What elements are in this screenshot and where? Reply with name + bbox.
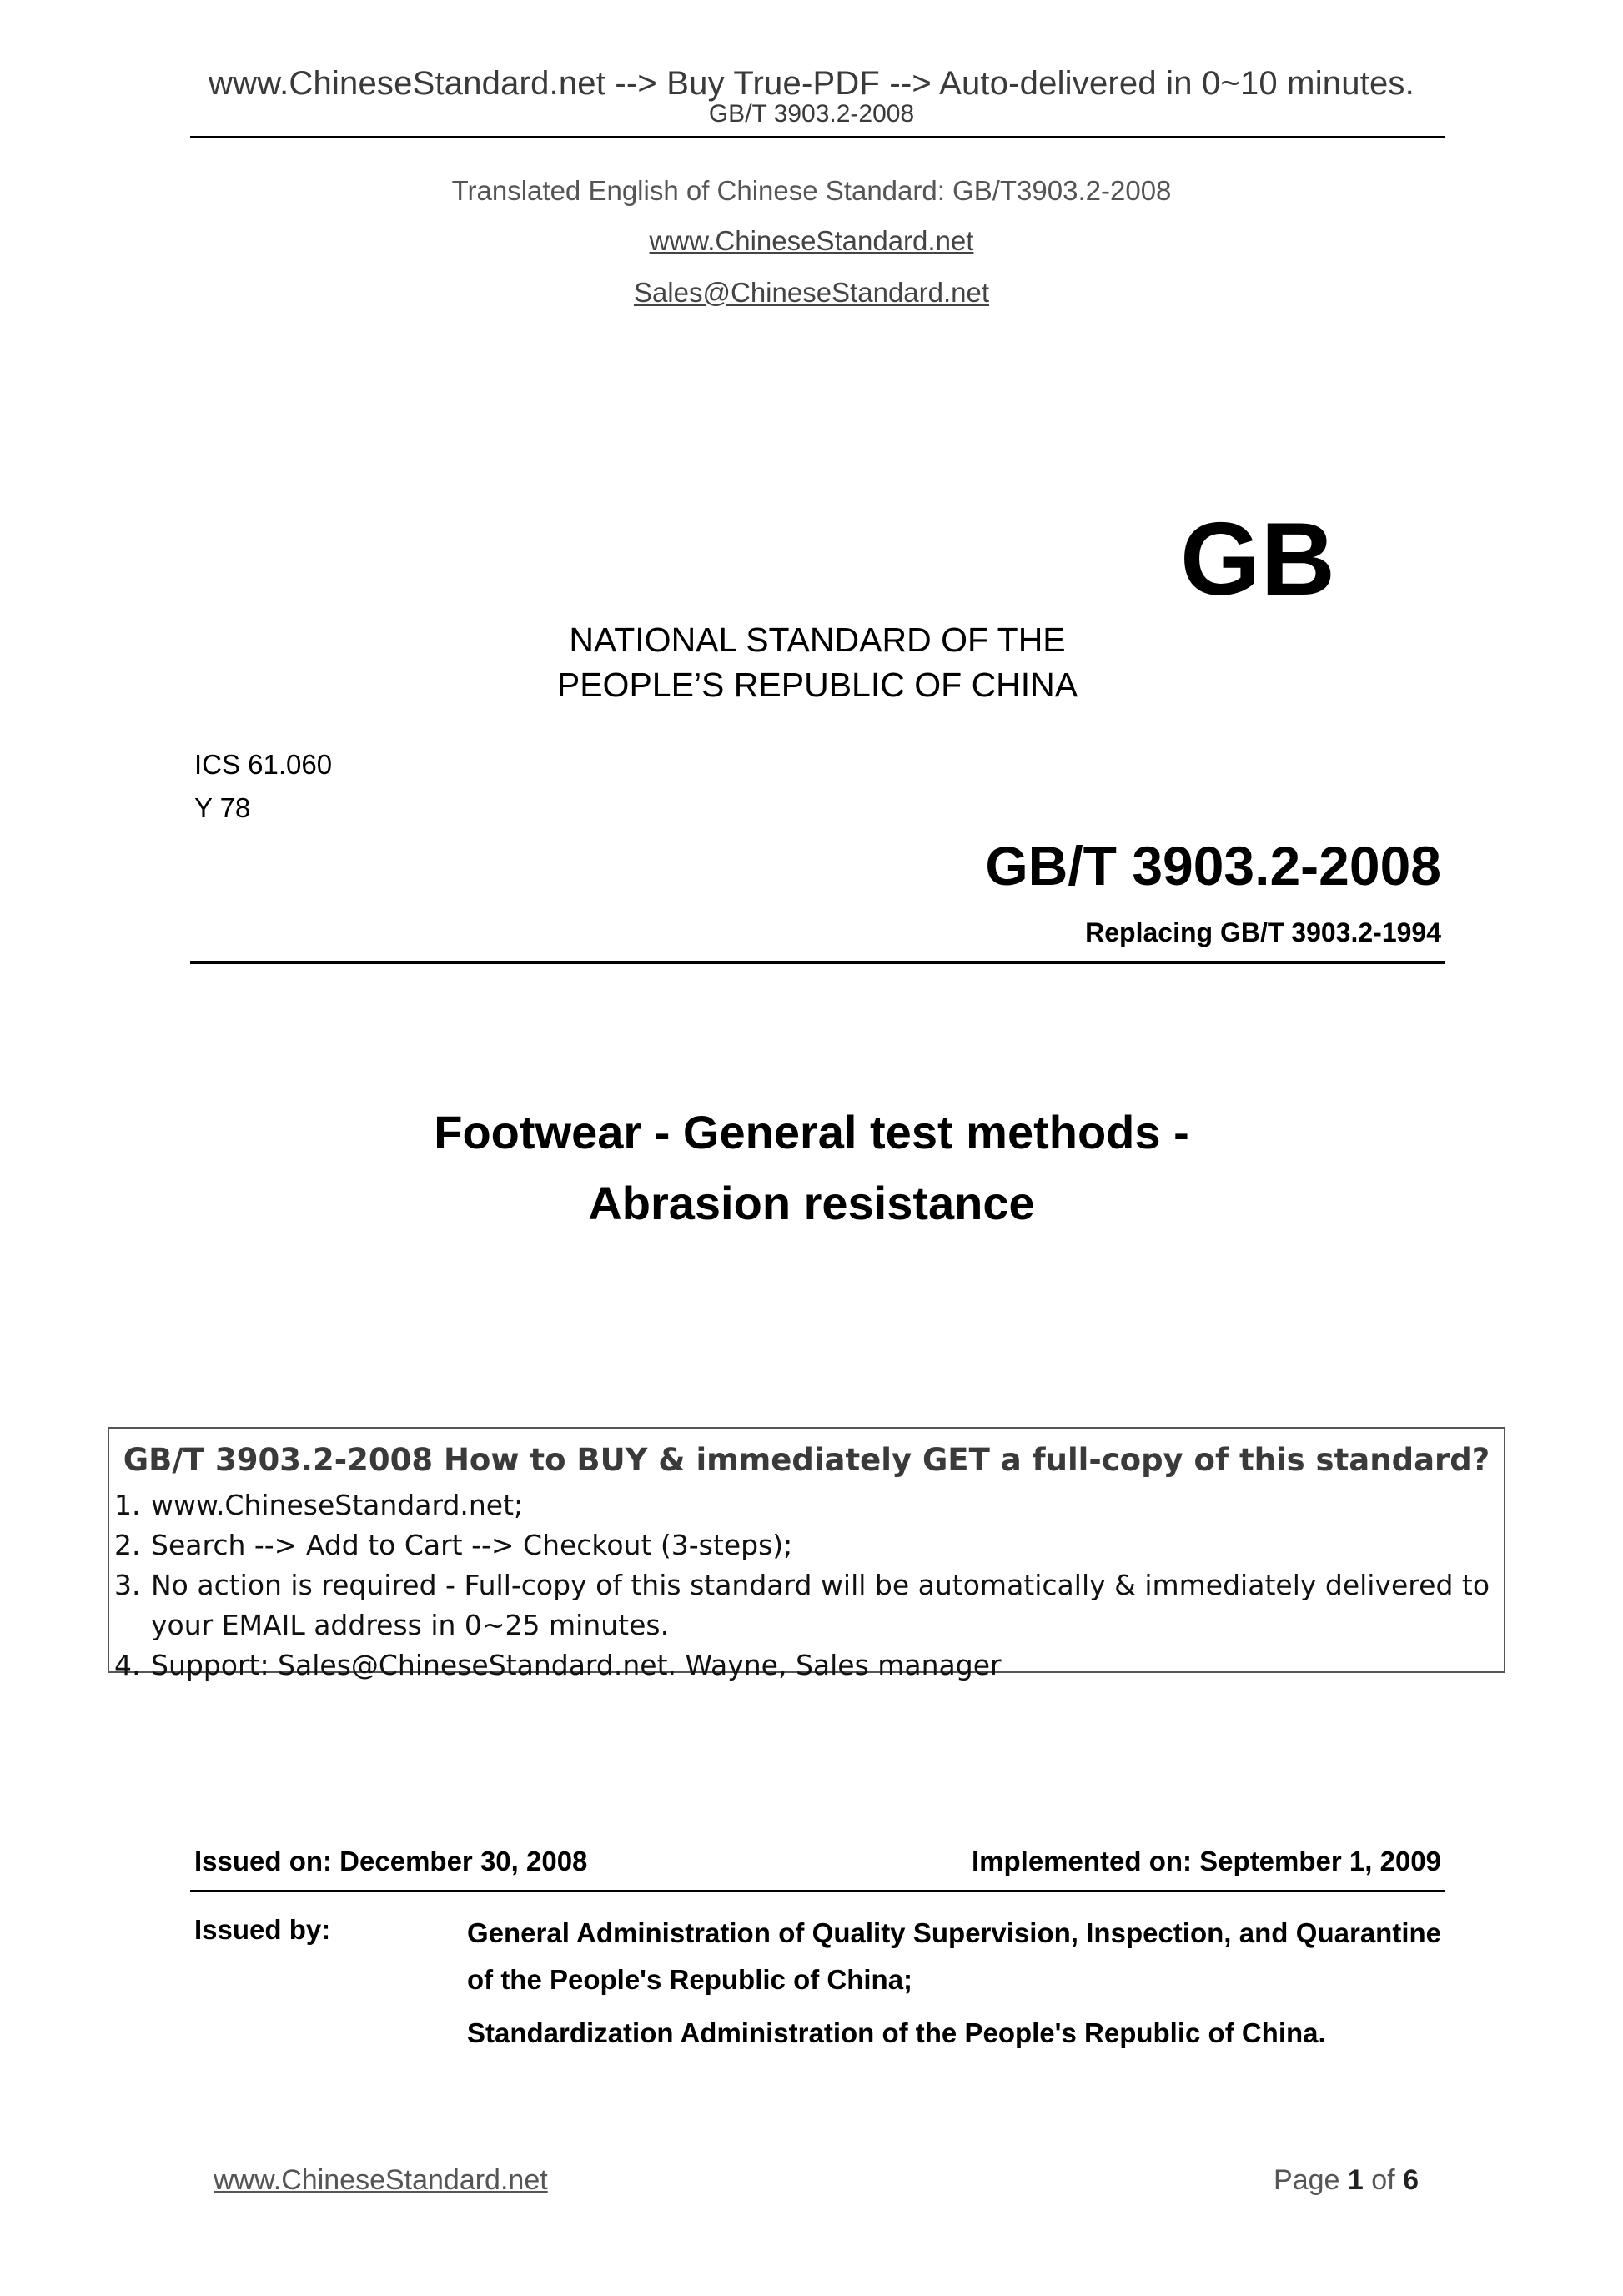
issuer-1: General Administration of Quality Supervision, Inspection, and Quarantine of the People's Republic of China; — [467, 1917, 1441, 1995]
step-number: 1. — [114, 1489, 141, 1521]
issued-on-date: Issued on: December 30, 2008 — [194, 1846, 588, 1876]
step-text[interactable]: www.ChineseStandard.net; — [151, 1489, 524, 1521]
national-line-1: NATIONAL STANDARD OF THE — [569, 620, 1066, 659]
purchase-info-box — [108, 1427, 1505, 1681]
national-standard-heading — [484, 617, 1151, 707]
page-current: 1 — [1347, 2164, 1364, 2196]
ccs-code: Y 78 — [194, 792, 251, 823]
step-number: 2. — [114, 1529, 141, 1561]
standard-number: GB/T 3903.2-2008 — [985, 835, 1441, 897]
dates-divider — [190, 1890, 1445, 1892]
implemented-on-date: Implemented on: September 1, 2009 — [971, 1846, 1441, 1876]
step-text: Search --> Add to Cart --> Checkout (3-steps); — [151, 1529, 793, 1561]
sales-email-link[interactable]: Sales@ChineseStandard.net — [633, 277, 990, 308]
step-text: Support: Sales@ChineseStandard.net. Wayne, Sales manager — [151, 1649, 1002, 1681]
header-standard-code: GB/T 3903.2-2008 — [708, 100, 915, 128]
issued-by-label: Issued by: — [194, 1914, 331, 1945]
step-text: No action is required - Full-copy of this standard will be automatically & immediately delivered to — [151, 1569, 1490, 1601]
purchase-step — [114, 1649, 1002, 1681]
ics-code: ICS 61.060 — [194, 749, 333, 780]
header-divider — [190, 136, 1445, 138]
footer-website-link[interactable]: www.ChineseStandard.net — [214, 2164, 548, 2196]
top-banner[interactable]: www.ChineseStandard.net --> Buy True-PDF --> Auto-delivered in 0~10 minutes. — [209, 65, 1414, 102]
purchase-heading: GB/T 3903.2-2008 How to BUY & immediately GET a full-copy of this standard? — [123, 1442, 1490, 1478]
title-divider — [190, 961, 1445, 964]
purchase-step — [114, 1529, 792, 1561]
document-title-line-2: Abrasion resistance — [588, 1177, 1035, 1229]
website-link[interactable]: www.ChineseStandard.net — [649, 225, 974, 256]
page-total: 6 — [1403, 2164, 1419, 2196]
translated-note: Translated English of Chinese Standard: GB/T3903.2-2008 — [451, 175, 1172, 206]
purchase-step — [114, 1569, 1490, 1601]
purchase-step — [114, 1489, 523, 1521]
page-sep: of — [1371, 2164, 1395, 2196]
issuer-2: Standardization Administration of the People's Republic of China. — [467, 2017, 1326, 2048]
page-prefix: Page — [1274, 2164, 1340, 2196]
gb-mark: GB — [1180, 502, 1335, 617]
document-title-line-1: Footwear - General test methods - — [434, 1106, 1189, 1158]
replacing-note: Replacing GB/T 3903.2-1994 — [1085, 917, 1441, 947]
step-number: 4. — [114, 1649, 141, 1681]
page-indicator — [1274, 2164, 1419, 2197]
step-number: 3. — [114, 1569, 141, 1601]
national-line-2: PEOPLE’S REPUBLIC OF CHINA — [556, 666, 1078, 704]
purchase-step-continued: your EMAIL address in 0~25 minutes. — [151, 1609, 670, 1641]
